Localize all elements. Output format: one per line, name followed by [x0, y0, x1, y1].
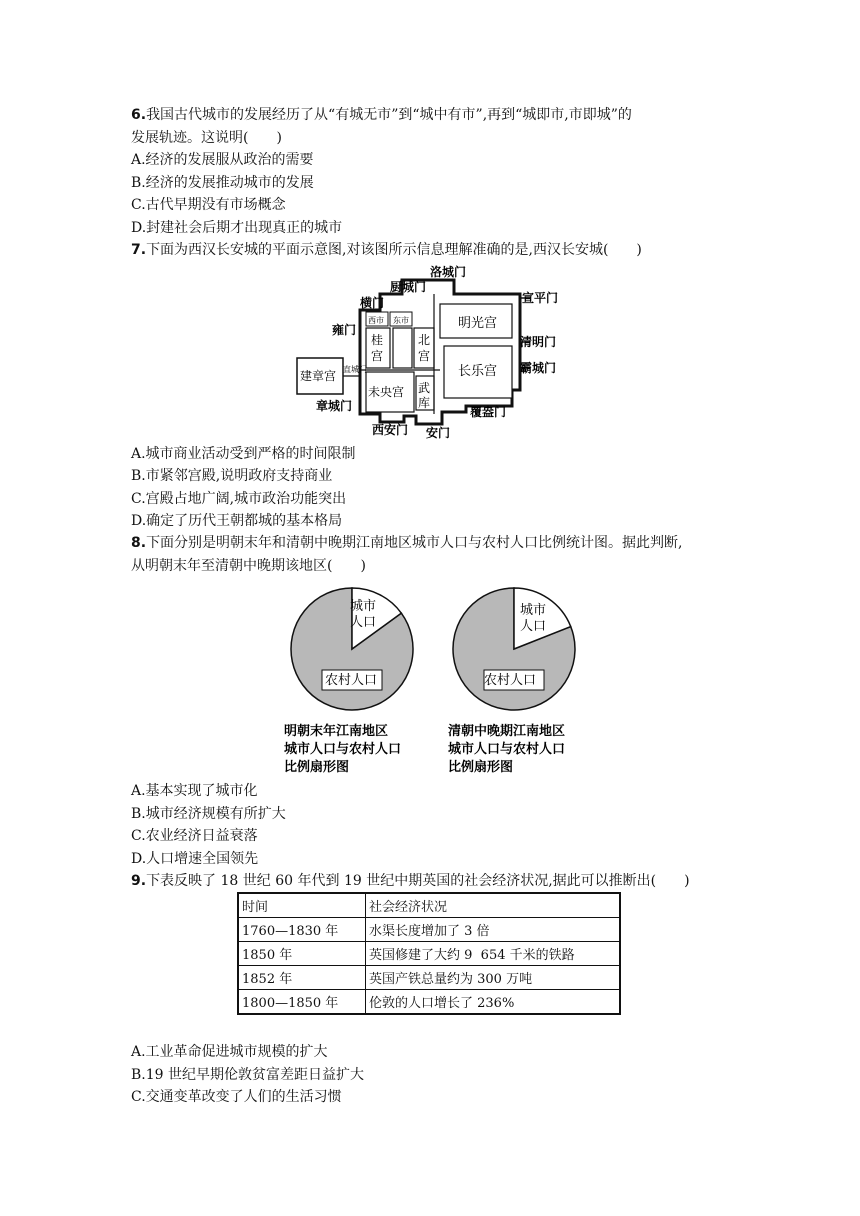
mingguang-label: 明光宫: [458, 316, 498, 331]
table-row: [238, 990, 620, 1015]
bacheng-gate-label: 霸城门: [520, 361, 557, 375]
population-pie-charts: [270, 586, 600, 776]
luocheng-gate-label: 洛城门: [430, 265, 467, 279]
q9-stem-text: 下表反映了 18 世纪 60 年代到 19 世纪中期英国的社会经济状况,据此可以推断出( ): [146, 873, 690, 889]
table-cell-time: 1850 年: [238, 942, 366, 966]
q6-stem: [131, 104, 632, 126]
pie-chart-qing: [453, 588, 575, 710]
q6-option-a[interactable]: A.经济的发展服从政治的需要: [131, 152, 314, 168]
pie-ming-caption-3: 比例扇形图: [284, 760, 350, 775]
q8-stem-line2: 从明朝末年至清朝中晚期该地区( ): [131, 558, 366, 574]
table-cell-status: 英国产铁总量约为 300 万吨: [366, 966, 621, 990]
pie-ming-rural-label: 农村人口: [325, 673, 378, 688]
q6-stem-line2: 发展轨迹。这说明( ): [131, 130, 282, 146]
q6-option-c[interactable]: C.古代早期没有市场概念: [131, 197, 286, 213]
pie-qing-urban-label-2: 人口: [520, 619, 547, 634]
q8-option-a[interactable]: A.基本实现了城市化: [131, 783, 258, 799]
an-gate-label: 安门: [426, 426, 451, 440]
q6-option-b[interactable]: B.经济的发展推动城市的发展: [131, 175, 314, 191]
dongshi-label: 东市: [393, 316, 409, 325]
q6-option-d[interactable]: D.封建社会后期才出现真正的城市: [131, 220, 343, 236]
q6-stem-line1: 我国古代城市的发展经历了从“有城无市”到“城中有市”,再到“城即市,市即城”的: [146, 107, 632, 123]
q7-option-c[interactable]: C.宫殿占地广阔,城市政治功能突出: [131, 491, 347, 507]
q9-option-a[interactable]: A.工业革命促进城市规模的扩大: [131, 1044, 328, 1060]
table-cell-status: 伦敦的人口增长了 236%: [366, 990, 621, 1015]
pie-ming-urban-label-2: 人口: [350, 615, 377, 630]
table-row: [238, 942, 620, 966]
q8-number: 8.: [131, 535, 147, 551]
table-cell-time: 1760—1830 年: [238, 918, 366, 942]
table-cell-time: 1800—1850 年: [238, 990, 366, 1015]
q9-option-b[interactable]: B.19 世纪早期伦敦贫富差距日益扩大: [131, 1067, 365, 1083]
wuku-label-1: 武: [418, 381, 431, 395]
q8-stem-line1: 下面分别是明朝末年和清朝中晚期江南地区城市人口与农村人口比例统计图。据此判断,: [146, 535, 683, 551]
q7-stem: [131, 239, 642, 261]
bei-label-1: 北: [418, 333, 431, 347]
wuku-label-2: 库: [418, 396, 431, 410]
jianzhang-label: 建章宫: [300, 369, 337, 383]
bei-label-2: 宫: [418, 349, 431, 363]
zhicheng-gate-label: 直城门: [343, 365, 367, 374]
pie-qing-caption-2: 城市人口与农村人口: [448, 742, 566, 757]
q7-option-d[interactable]: D.确定了历代王朝都城的基本格局: [131, 513, 343, 529]
changle-label: 长乐宫: [458, 364, 498, 379]
market-strip: [393, 328, 412, 368]
q9-number: 9.: [131, 873, 147, 889]
pie-qing-caption-1: 清朝中晚期江南地区: [448, 724, 566, 739]
zhangcheng-gate-label: 章城门: [316, 399, 353, 413]
table-header-status: 社会经济状况: [366, 893, 621, 918]
q9-stem: [131, 870, 690, 892]
economy-table: [237, 892, 621, 1015]
pie-qing-urban-label-1: 城市: [520, 603, 547, 618]
table-cell-status: 英国修建了大约 9 654 千米的铁路: [366, 942, 621, 966]
xishi-label: 西市: [368, 316, 384, 325]
yong-gate-label: 雍门: [332, 323, 357, 337]
pie-qing-rural-label: 农村人口: [484, 673, 537, 688]
q8-option-c[interactable]: C.农业经济日益衰落: [131, 828, 258, 844]
changan-city-map: [294, 264, 570, 444]
q6-number: 6.: [131, 107, 147, 123]
xian-gate-label: 西安门: [372, 423, 409, 437]
table-cell-status: 水渠长度增加了 3 倍: [366, 918, 621, 942]
table-header-row: [238, 893, 620, 918]
weiyang-label: 未央宫: [368, 385, 405, 399]
fuang-gate-label: 覆盎门: [470, 405, 507, 419]
pie-ming-caption-2: 城市人口与农村人口: [284, 742, 402, 757]
table-header-time: 时间: [238, 893, 366, 918]
table-row: [238, 966, 620, 990]
gui-label-2: 宫: [371, 349, 384, 363]
heng-gate-label: 横门: [360, 296, 385, 310]
qingming-gate-label: 清明门: [520, 335, 557, 349]
gui-label-1: 桂: [371, 333, 384, 347]
q7-stem-text: 下面为西汉长安城的平面示意图,对该图所示信息理解准确的是,西汉长安城( ): [146, 242, 642, 258]
q8-option-d[interactable]: D.人口增速全国领先: [131, 851, 259, 867]
chucheng-gate-label: 厨城门: [390, 280, 427, 294]
q7-option-b[interactable]: B.市紧邻宫殿,说明政府支持商业: [131, 468, 333, 484]
q7-option-a[interactable]: A.城市商业活动受到严格的时间限制: [131, 446, 356, 462]
table-cell-time: 1852 年: [238, 966, 366, 990]
q9-option-c[interactable]: C.交通变革改变了人们的生活习惯: [131, 1089, 342, 1105]
xuanping-gate-label: 宣平门: [522, 291, 559, 305]
q8-option-b[interactable]: B.城市经济规模有所扩大: [131, 806, 286, 822]
pie-ming-urban-label-1: 城市: [350, 599, 377, 614]
table-row: [238, 918, 620, 942]
q8-stem: [131, 532, 683, 554]
q7-number: 7.: [131, 242, 147, 258]
pie-qing-caption-3: 比例扇形图: [448, 760, 514, 775]
pie-ming-caption-1: 明朝末年江南地区: [284, 724, 389, 739]
